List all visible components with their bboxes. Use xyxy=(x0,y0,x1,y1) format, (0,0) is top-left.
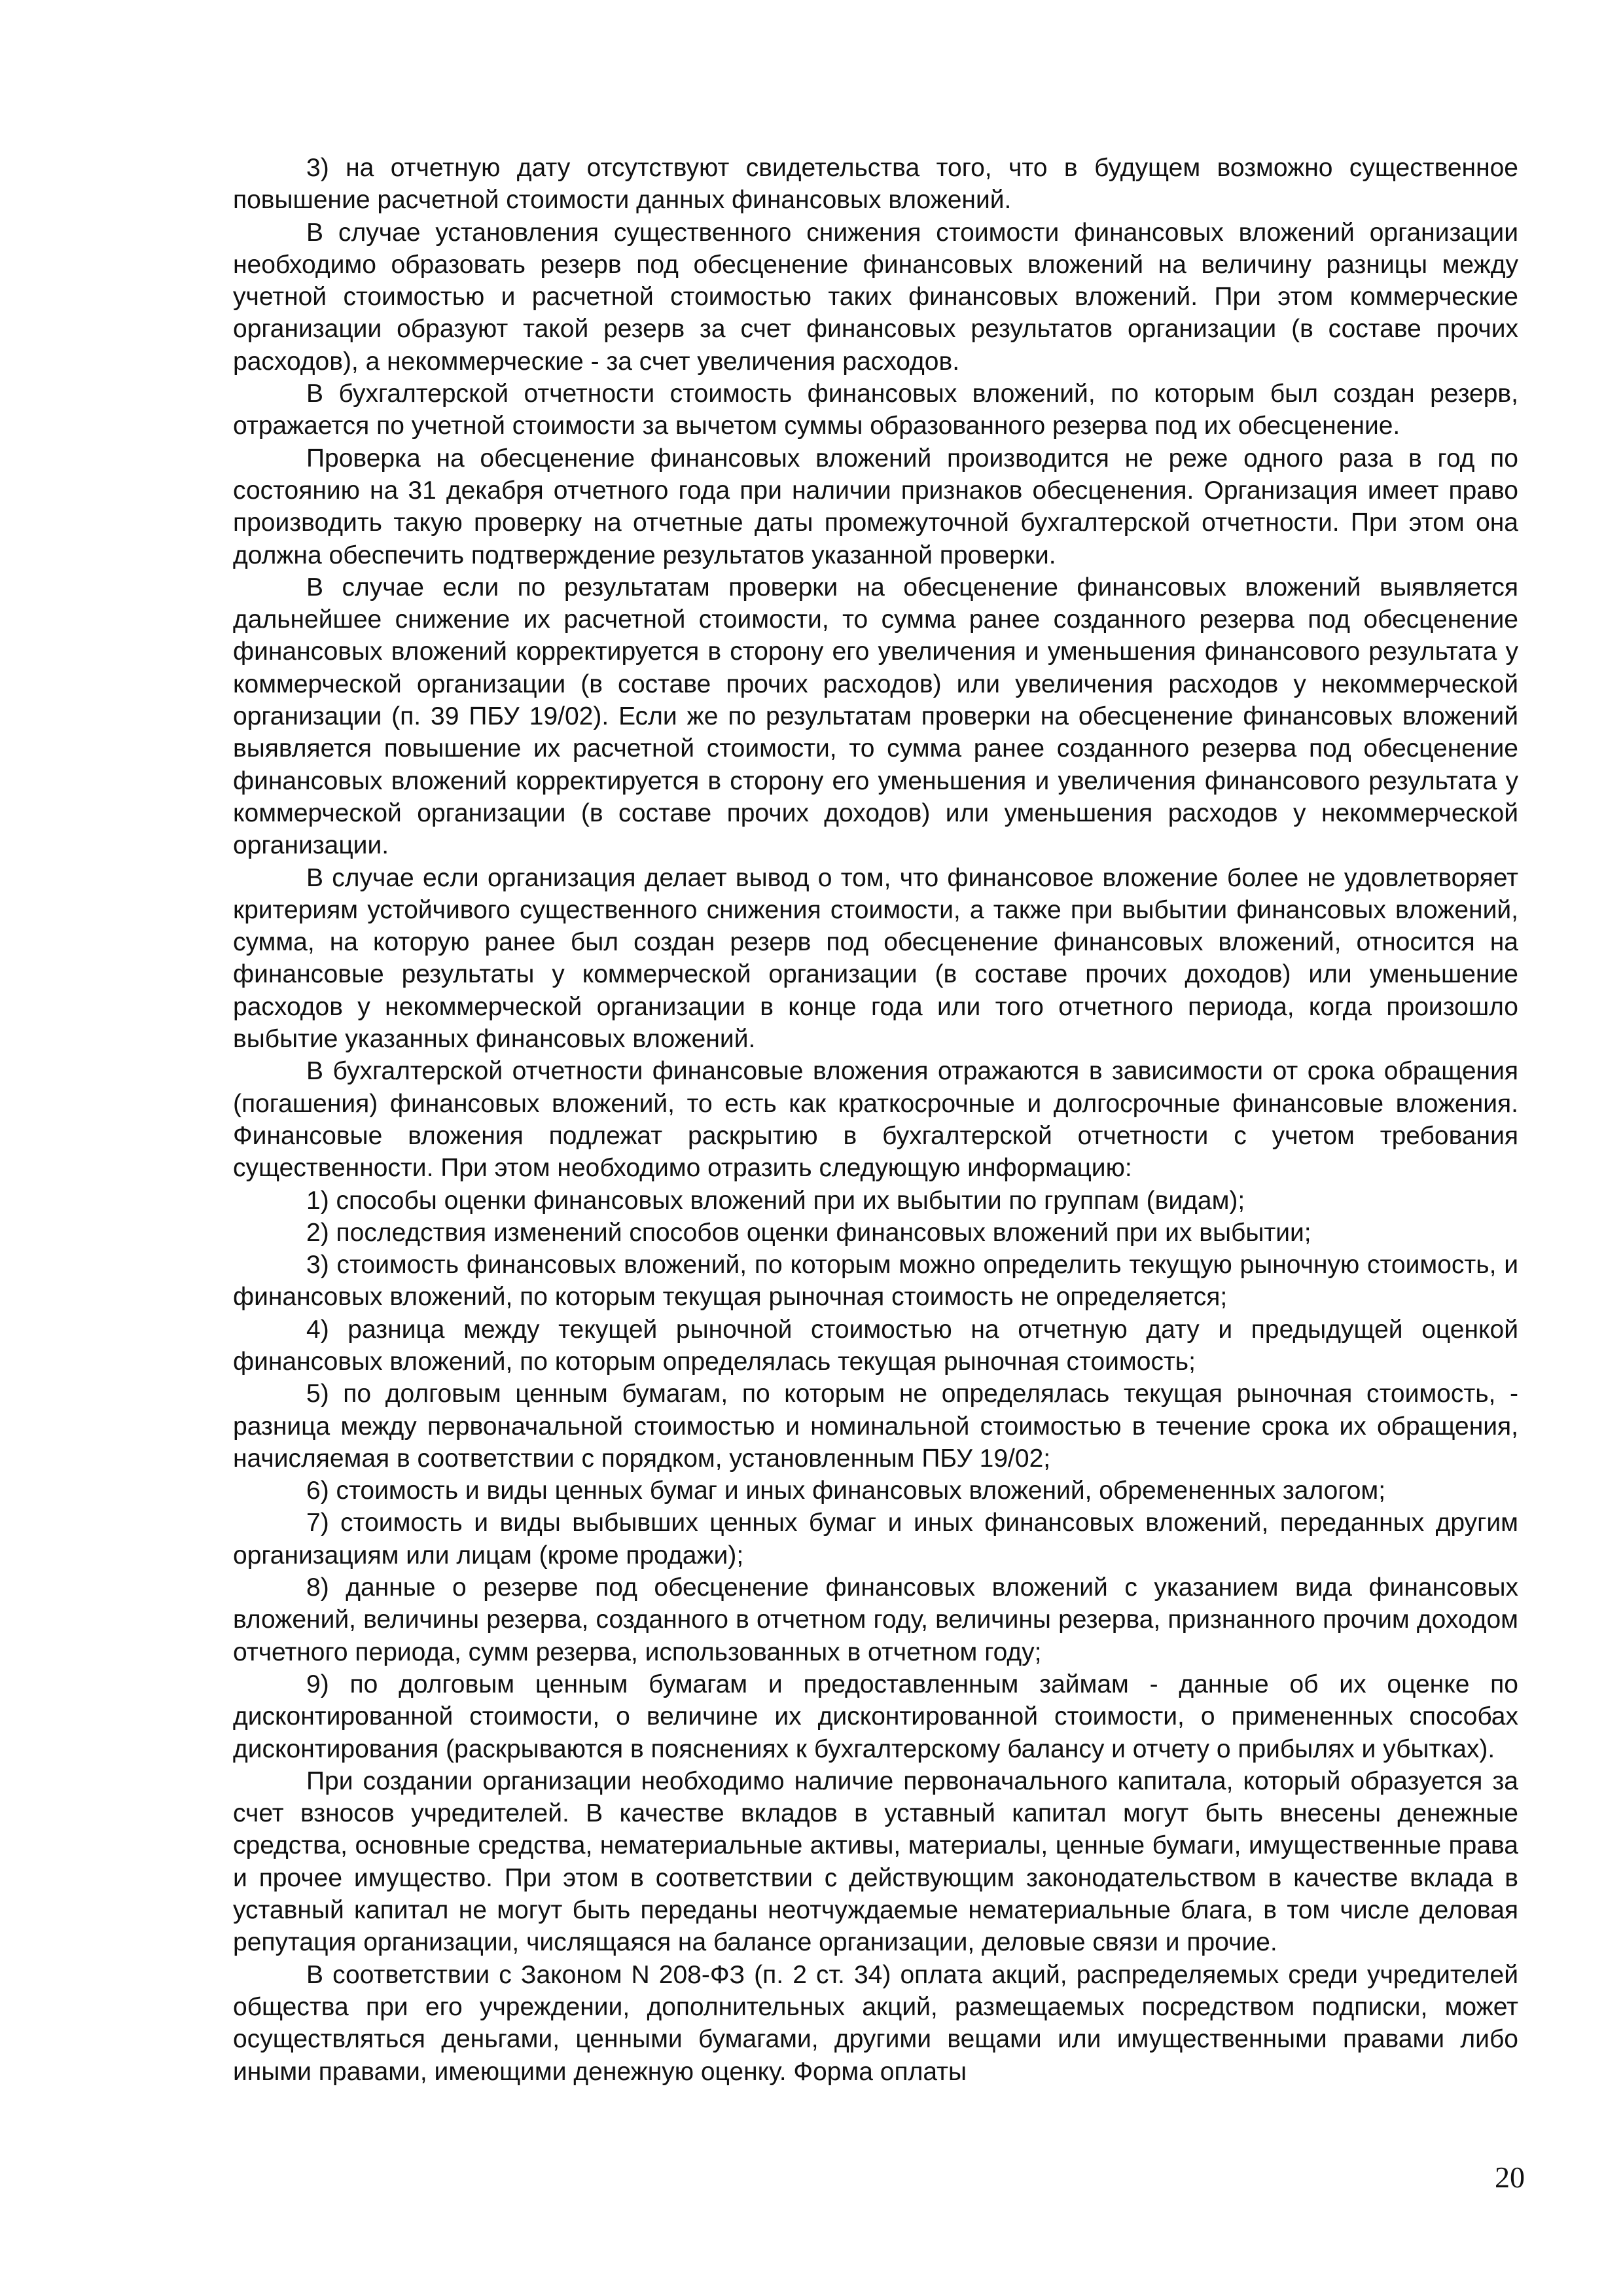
paragraph: В случае если организация делает вывод о том, что финансовое вложение более не удовлетворяет критериям устойчивого существенного снижения стоимости, а также при выбытии финансовых вложений, сумма, на которую ранее был создан резерв под обесценение финансовых вложений, относится на финансовые результаты у коммерческой организации (в составе прочих доходов) или уменьшение расходов у некоммерческой организации в конце года или того отчетного периода, когда произошло выбытие указанных финансовых вложений. xyxy=(233,863,1518,1054)
list-item: 8) данные о резерве под обесценение финансовых вложений с указанием вида финансовых вложений, величины резерва, созданного в отчетном году, величины резерва, признанного прочим доходом отчетного периода, сумм резерва, использованных в отчетном году; xyxy=(233,1573,1518,1666)
list-item: 2) последствия изменений способов оценки финансовых вложений при их выбытии; xyxy=(306,1218,1311,1247)
list-item: 5) по долговым ценным бумагам, по которым не определялась текущая рыночная стоимость, - разница между первоначальной стоимостью и номинальной стоимостью в течение срока их обращения, начисляемая в соответствии с порядком, установленным ПБУ 19/02; xyxy=(233,1380,1518,1473)
paragraph: В случае если по результатам проверки на обесценение финансовых вложений выявляется дальнейшее снижение их расчетной стоимости, то сумма ранее созданного резерва под обесценение финансовых вложений корректируется в сторону его увеличения и уменьшения финансового результата у коммерческой организации (в составе прочих расходов) или увеличения расходов у некоммерческой организации (п. 39 ПБУ 19/02). Если же по результатам проверки на обесценение финансовых вложений выявляется повышение их расчетной стоимости, то сумма ранее созданного резерва под обесценение финансовых вложений корректируется в сторону его уменьшения и увеличения финансового результата у коммерческой организации (в составе прочих доходов) или уменьшения расходов у некоммерческой организации. xyxy=(233,573,1518,860)
paragraph: В бухгалтерской отчетности финансовые вложения отражаются в зависимости от срока обращения (погашения) финансовых вложений, то есть как краткосрочные и долгосрочные финансовые вложения. Финансовые вложения подлежат раскрытию в бухгалтерской отчетности с учетом требования существенности. При этом необходимо отразить следующую информацию: xyxy=(233,1057,1518,1183)
paragraph: В бухгалтерской отчетности стоимость финансовых вложений, по которым был создан резерв, отражается по учетной стоимости за вычетом суммы образованного резерва под их обесценение. xyxy=(233,380,1518,440)
list-item: 1) способы оценки финансовых вложений при их выбытии по группам (видам); xyxy=(306,1186,1245,1215)
list-item: 3) стоимость финансовых вложений, по которым можно определить текущую рыночную стоимость, и финансовых вложений, по которым текущая рыночная стоимость не определяется; xyxy=(233,1251,1518,1312)
document-body xyxy=(233,152,1518,2088)
list-item: 9) по долговым ценным бумагам и предоставленным займам - данные об их оценке по дисконтированной стоимости, о величине их дисконтированной стоимости, о примененных способах дисконтирования (раскрываются в пояснениях к бухгалтерскому балансу и отчету о прибылях и убытках). xyxy=(233,1670,1518,1763)
list-item: 4) разница между текущей рыночной стоимостью на отчетную дату и предыдущей оценкой финансовых вложений, по которым определялась текущая рыночная стоимость; xyxy=(233,1315,1518,1376)
list-item: 6) стоимость и виды ценных бумаг и иных финансовых вложений, обремененных залогом; xyxy=(306,1477,1386,1505)
paragraph: Проверка на обесценение финансовых вложений производится не реже одного раза в год по состоянию на 31 декабря отчетного года при наличии признаков обесценения. Организация имеет право производить такую проверку на отчетные даты промежуточной бухгалтерской отчетности. При этом она должна обеспечить подтверждение результатов указанной проверки. xyxy=(233,444,1518,569)
page-number: 20 xyxy=(1495,2161,1525,2194)
paragraph: В соответствии с Законом N 208-ФЗ (п. 2 ст. 34) оплата акций, распределяемых среди учредителей общества при его учреждении, дополнительных акций, размещаемых посредством подписки, может осуществляться деньгами, ценными бумагами, другими вещами или имущественными правами либо иными правами, имеющими денежную оценку. Форма оплаты xyxy=(233,1960,1518,2086)
paragraph: 3) на отчетную дату отсутствуют свидетельства того, что в будущем возможно существенное повышение расчетной стоимости данных финансовых вложений. xyxy=(233,154,1518,215)
paragraph: При создании организации необходимо наличие первоначального капитала, который образуется за счет взносов учредителей. В качестве вкладов в уставный капитал могут быть внесены денежные средства, основные средства, нематериальные активы, материалы, ценные бумаги, имущественные права и прочее имущество. При этом в соответствии с действующим законодательством в качестве вклада в уставный капитал не могут быть переданы неотчуждаемые нематериальные блага, в том числе деловая репутация организации, числящаяся на балансе организации, деловые связи и прочие. xyxy=(233,1767,1518,1957)
paragraph: В случае установления существенного снижения стоимости финансовых вложений организации необходимо образовать резерв под обесценение финансовых вложений на величину разницы между учетной стоимостью и расчетной стоимостью таких финансовых вложений. При этом коммерческие организации образуют такой резерв за счет финансовых результатов организации (в составе прочих расходов), а некоммерческие - за счет увеличения расходов. xyxy=(233,218,1518,376)
list-item: 7) стоимость и виды выбывших ценных бумаг и иных финансовых вложений, переданных другим организациям или лицам (кроме продажи); xyxy=(233,1509,1518,1570)
